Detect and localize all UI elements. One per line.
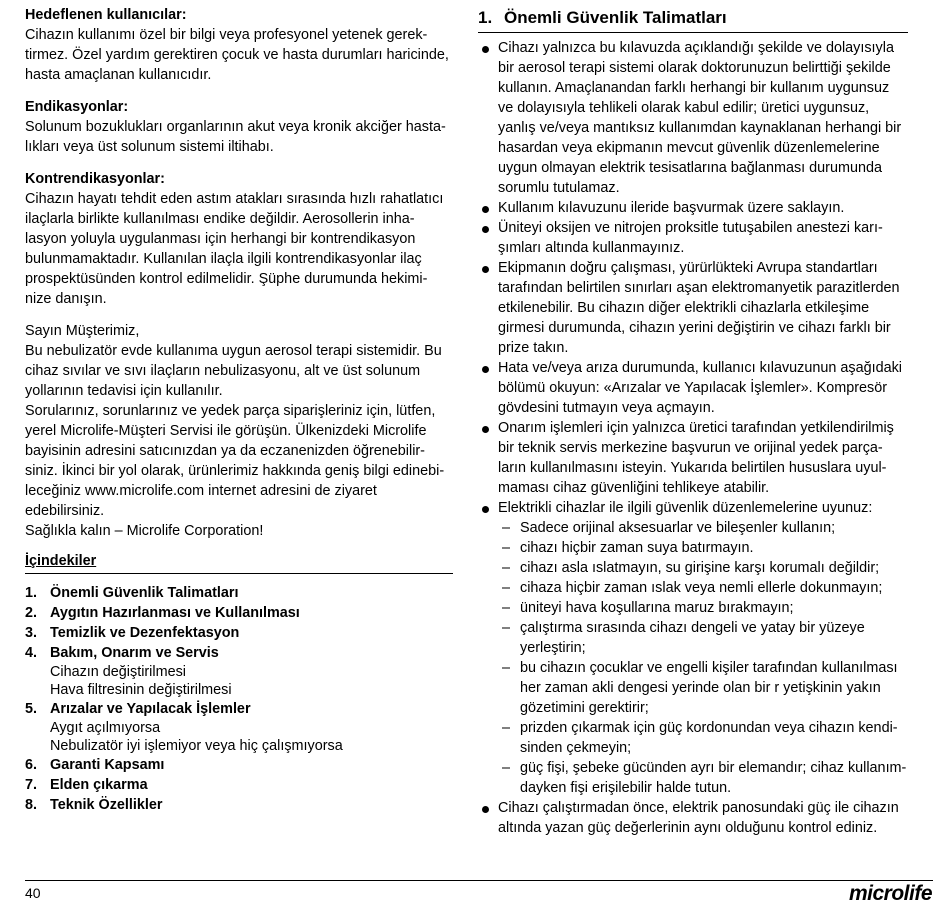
text-line: ve dolayısıyla tehlikeli olarak kabul edilir; üretici uygunsuz, xyxy=(498,100,870,116)
text-line: çalıştırma sırasında cihazı dengeli ve yatay bir yüzeye xyxy=(520,620,865,636)
toc-item-label: Elden çıkarma xyxy=(50,777,148,793)
toc-item-number: 4. xyxy=(25,645,38,661)
text-line: lasyon yoluyla uygulanması için herhangi bir kontrendikasyon xyxy=(25,231,416,247)
toc-item-number: 3. xyxy=(25,625,38,641)
toc-item xyxy=(25,795,453,815)
dash-icon: – xyxy=(502,720,511,736)
text-line: Cihazı yalnızca bu kılavuzda açıklandığı şekilde ve dolayısıyla xyxy=(498,40,894,56)
text-line: ilaçlarla birlikte kullanılması endike değildir. Aerosollerin inha- xyxy=(25,211,415,227)
text-line: nize danışın. xyxy=(25,291,107,307)
bullet-dot-icon xyxy=(482,226,489,233)
indications-heading: Endikasyonlar: xyxy=(25,99,129,115)
text-line: bir aerosol terapi sistemi olarak doktorunuzun belirttiği şekilde xyxy=(498,60,891,76)
toc-item xyxy=(25,699,453,755)
safety-sub-item xyxy=(498,538,908,558)
dash-icon: – xyxy=(502,660,511,676)
bullet-dot-icon xyxy=(482,426,489,433)
target-users-section xyxy=(25,5,453,85)
text-line: bir teknik servis merkezine başvurun ve orijinal yedek parça- xyxy=(498,440,883,456)
bullet-dot-icon xyxy=(482,506,489,513)
text-line: Onarım işlemleri için yalnızca üretici tarafından yetkilendirilmiş xyxy=(498,420,894,436)
toc-list xyxy=(25,583,453,815)
text-line: tarafından belirtilen sınırları aşan elektromanyetik parazitlerden xyxy=(498,280,900,296)
safety-instructions-list xyxy=(478,38,908,838)
text-line: hasta amaçlanan kullanıcıdır. xyxy=(25,67,212,83)
target-users-text xyxy=(25,25,453,85)
bullet-dot-icon xyxy=(482,46,489,53)
safety-sub-item xyxy=(498,598,908,618)
indications-text xyxy=(25,117,453,157)
safety-bullet xyxy=(478,198,908,218)
text-line: ların kullanılmasını isteyin. Yukarıda belirtilen hususlara uyul- xyxy=(498,460,887,476)
dash-icon: – xyxy=(502,580,511,596)
toc-item xyxy=(25,583,453,603)
toc-item-number: 8. xyxy=(25,797,38,813)
footer-divider xyxy=(25,880,933,881)
table-of-contents xyxy=(25,551,453,815)
text-line: Ekipmanın doğru çalışması, yürürlükteki Avrupa standartları xyxy=(498,260,878,276)
text-line: kullanın. Amaçlanandan farklı herhangi bir kullanım uygunsuz xyxy=(498,80,890,96)
section-title-number: 1. xyxy=(478,8,493,27)
text-line: yanlış ve/veya mantıksız kullanımdan kaynaklanan herhangi bir xyxy=(498,120,902,136)
text-line: gövdesini tutmayın veya açmayın. xyxy=(498,400,715,416)
text-line: Üniteyi oksijen ve nitrojen proksitle tutuşabilen anestezi karı- xyxy=(498,220,883,236)
section-title-text: Önemli Güvenlik Talimatları xyxy=(504,8,727,27)
page-number: 40 xyxy=(25,885,41,901)
text-line: leceğiniz www.microlife.com internet adresini de ziyaret xyxy=(25,483,377,499)
text-line: Sadece orijinal aksesuarlar ve bileşenler kullanın; xyxy=(520,520,836,536)
text-line: Bu nebulizatör evde kullanıma uygun aerosol terapi sistemidir. Bu xyxy=(25,343,442,359)
toc-subitem: Nebulizatör iyi işlemiyor veya hiç çalışmıyorsa xyxy=(50,738,343,754)
safety-sub-item xyxy=(498,618,908,658)
toc-item-number: 5. xyxy=(25,701,38,717)
toc-item-label: Temizlik ve Dezenfektasyon xyxy=(50,625,240,641)
text-line: hasardan veya ekipmanın mevcut güvenlik düzenlemelerine xyxy=(498,140,880,156)
text-line: lıkları veya üst solunum sistemi iltihabı. xyxy=(25,139,274,155)
text-line: cihazı asla ıslatmayın, su girişine karşı korumalı değildir; xyxy=(520,560,880,576)
text-line: Elektrikli cihazlar ile ilgili güvenlik düzenlemelerine uyunuz: xyxy=(498,500,873,516)
safety-bullet xyxy=(478,38,908,198)
text-line: yerleştirin; xyxy=(520,640,586,656)
text-line: bayisinin adresini satıcınızdan ya da eczanenizden öğrenebilir- xyxy=(25,443,425,459)
safety-sub-list xyxy=(498,518,908,798)
text-line: şımları altında kullanmayınız. xyxy=(498,240,685,256)
text-line: her zaman akli dengesi yerinde olan bir r yetişkinin yakın xyxy=(520,680,881,696)
text-line: üniteyi hava koşullarına maruz bırakmayın; xyxy=(520,600,794,616)
text-line: girmesi durumunda, cihazın yerini değiştirin ve cihazı farklı bir xyxy=(498,320,891,336)
indications-section xyxy=(25,97,453,157)
toc-item-label: Arızalar ve Yapılacak İşlemler xyxy=(50,701,251,717)
text-line: etkilenebilir. Bu cihazın diğer elektrikli cihazlarla etkileşime xyxy=(498,300,870,316)
safety-bullet xyxy=(478,258,908,358)
dash-icon: – xyxy=(502,560,511,576)
safety-sub-item xyxy=(498,558,908,578)
customer-letter xyxy=(25,321,453,541)
safety-bullet xyxy=(478,498,908,798)
target-users-heading: Hedeflenen kullanıcılar: xyxy=(25,7,187,23)
text-line: Cihazı çalıştırmadan önce, elektrik panosundaki güç ile cihazın xyxy=(498,800,899,816)
bullet-dot-icon xyxy=(482,806,489,813)
toc-item-number: 2. xyxy=(25,605,38,621)
safety-sub-item xyxy=(498,518,908,538)
toc-divider xyxy=(25,573,453,574)
text-line: bulunmamaktadır. Kullanılan ilaçla ilgili kontrendikasyonlar ilaç xyxy=(25,251,422,267)
text-line: sorumlu tutulamaz. xyxy=(498,180,620,196)
toc-item-label: Aygıtın Hazırlanması ve Kullanılması xyxy=(50,605,300,621)
text-line: altında yazan güç değerlerinin aynı olduğunu kontrol ediniz. xyxy=(498,820,878,836)
text-line: yollarının tedavisi için kullanılır. xyxy=(25,383,223,399)
toc-item xyxy=(25,775,453,795)
dash-icon: – xyxy=(502,760,511,776)
dash-icon: – xyxy=(502,540,511,556)
toc-item-number: 6. xyxy=(25,757,38,773)
toc-item xyxy=(25,755,453,775)
text-line: cihazı hiçbir zaman suya batırmayın. xyxy=(520,540,754,556)
toc-subitem: Cihazın değiştirilmesi xyxy=(50,664,186,680)
text-line: uygun olmayan elektrik tesisatlarına bağlanması durumunda xyxy=(498,160,882,176)
safety-sub-item xyxy=(498,658,908,718)
text-line: prizden çıkarmak için güç kordonundan veya cihazın kendi- xyxy=(520,720,898,736)
toc-subitem: Aygıt açılmıyorsa xyxy=(50,720,161,736)
letter-salutation: Sayın Müşterimiz, xyxy=(25,323,140,339)
text-line: gözetimini gerektirir; xyxy=(520,700,649,716)
section-title xyxy=(478,7,908,29)
toc-item xyxy=(25,603,453,623)
text-line: Sorularınız, sorunlarınız ve yedek parça siparişleriniz için, lütfen, xyxy=(25,403,436,419)
safety-sub-item xyxy=(498,758,908,798)
dash-icon: – xyxy=(502,600,511,616)
toc-item xyxy=(25,643,453,699)
toc-subitem: Hava filtresinin değiştirilmesi xyxy=(50,682,232,698)
text-line: yerel Microlife-Müşteri Servisi ile görüşün. Ülkenizdeki Microlife xyxy=(25,423,427,439)
text-line: güç fişi, şebeke gücünden ayrı bir elemandır; cihaz kullanım- xyxy=(520,760,907,776)
safety-sub-item xyxy=(498,578,908,598)
text-line: cihaz sıvılar ve sıvı ilaçların nebulizasyonu, alt ve üst solunum xyxy=(25,363,421,379)
toc-item-label: Teknik Özellikler xyxy=(50,797,163,813)
letter-text xyxy=(25,321,453,541)
text-line: dayken fişi erişilebilir halde tutun. xyxy=(520,780,732,796)
toc-item-label: Garanti Kapsamı xyxy=(50,757,165,773)
text-line: sinden çekmeyin; xyxy=(520,740,632,756)
safety-bullet xyxy=(478,418,908,498)
bullet-dot-icon xyxy=(482,266,489,273)
text-line: bu cihazın çocuklar ve engelli kişiler tarafından kullanılması xyxy=(520,660,898,676)
toc-item-label: Bakım, Onarım ve Servis xyxy=(50,645,219,661)
safety-bullet xyxy=(478,358,908,418)
toc-item-number: 7. xyxy=(25,777,38,793)
microlife-logo: microlife xyxy=(848,882,932,905)
contraindications-section xyxy=(25,169,453,309)
dash-icon: – xyxy=(502,620,511,636)
text-line: siniz. İkinci bir yol olarak, ürünlerimiz hakkında geniş bilgi edinebi- xyxy=(25,463,445,479)
contraindications-text xyxy=(25,189,453,309)
text-line: tirmez. Özel yardım gerektiren çocuk ve hasta durumları haricinde, xyxy=(25,47,449,63)
text-line: Kullanım kılavuzunu ileride başvurmak üzere saklayın. xyxy=(498,200,845,216)
text-line: maması cihaz güvenliğini tehlikeye atabilir. xyxy=(498,480,770,496)
toc-item-number: 1. xyxy=(25,585,38,601)
dash-icon: – xyxy=(502,520,511,536)
safety-bullet xyxy=(478,218,908,258)
safety-bullet xyxy=(478,798,908,838)
text-line: Cihazın hayatı tehdit eden astım atakları sırasında hızlı rahatlatıcı xyxy=(25,191,444,207)
text-line: Cihazın kullanımı özel bir bilgi veya profesyonel yetenek gerek- xyxy=(25,27,428,43)
text-line: prospektüsünden kontrol edilmelidir. Şüphe durumunda hekimi- xyxy=(25,271,428,287)
toc-title: İçindekiler xyxy=(25,553,97,569)
left-column xyxy=(25,5,453,815)
text-line: bölümü okuyun: «Arızalar ve Yapılacak İşlemler». Kompresör xyxy=(498,380,887,396)
text-line: cihaza hiçbir zaman ıslak veya nemli ellerle dokunmayın; xyxy=(520,580,883,596)
right-column xyxy=(478,5,908,838)
toc-item xyxy=(25,623,453,643)
letter-signoff: Sağlıkla kalın – Microlife Corporation! xyxy=(25,523,264,539)
text-line: Hata ve/veya arıza durumunda, kullanıcı kılavuzunun aşağıdaki xyxy=(498,360,902,376)
bullet-dot-icon xyxy=(482,206,489,213)
bullet-dot-icon xyxy=(482,366,489,373)
toc-item-label: Önemli Güvenlik Talimatları xyxy=(50,585,239,601)
title-divider xyxy=(478,32,908,33)
contraindications-heading: Kontrendikasyonlar: xyxy=(25,171,165,187)
safety-sub-item xyxy=(498,718,908,758)
text-line: Solunum bozuklukları organlarının akut veya kronik akciğer hasta- xyxy=(25,119,446,135)
text-line: prize takın. xyxy=(498,340,569,356)
text-line: edebilirsiniz. xyxy=(25,503,105,519)
